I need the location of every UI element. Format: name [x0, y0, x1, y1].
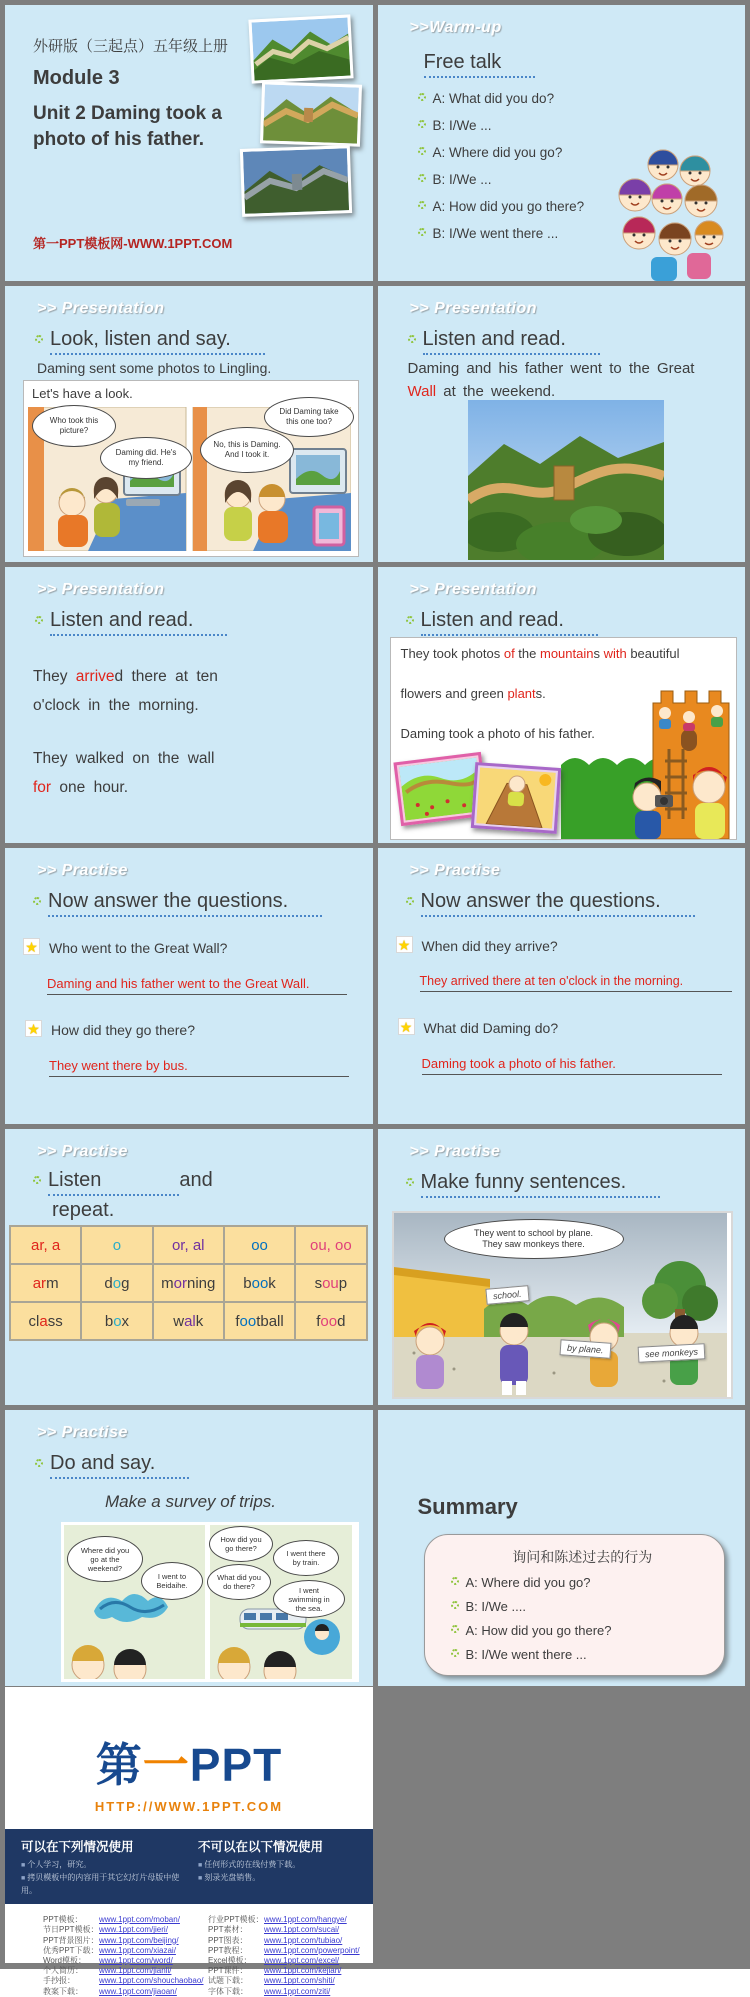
- section-banner: >> Practise: [409, 862, 501, 879]
- text-segment: arrive: [75, 668, 115, 685]
- star-icon: ★: [23, 938, 40, 955]
- text-segment: ss: [47, 1312, 63, 1330]
- text-segment: or: [173, 1274, 187, 1292]
- flower-bullet-icon: [408, 335, 416, 343]
- section-banner: >> Presentation: [37, 300, 165, 317]
- footer-link-row: [43, 1915, 208, 1925]
- word-sign: by plane.: [559, 1339, 611, 1358]
- activity-title: Listen and read.: [423, 328, 600, 355]
- summary-line: B: I/We ....: [465, 1599, 526, 1614]
- flower-bullet-icon: [35, 335, 43, 343]
- slide-2-warmup: [378, 5, 746, 281]
- slide-9-phonics: [5, 1129, 373, 1405]
- bubble-line: They saw monkeys there.: [482, 1239, 585, 1249]
- text-segment: or, al: [171, 1236, 205, 1254]
- text-segment: ou: [322, 1274, 339, 1292]
- sentence-line: [401, 646, 680, 661]
- footer-links-left: [43, 1915, 208, 1997]
- summary-heading: 询问和陈述过去的行为: [512, 1549, 653, 1565]
- text-segment: tball: [256, 1312, 284, 1330]
- flower-bullet-icon: [451, 1577, 459, 1585]
- footer-link-label: PPT课件：: [208, 1966, 248, 1976]
- sentence-line: [33, 745, 214, 774]
- footer-link-row: [208, 1925, 373, 1935]
- text-segment: ar, a: [31, 1236, 61, 1254]
- text-segment: b: [243, 1274, 252, 1292]
- summary-line: A: Where did you go?: [465, 1575, 591, 1590]
- sentence-line: [401, 686, 546, 701]
- forbidden-use-item: ■ 任何形式的在线付费下载。: [198, 1859, 361, 1872]
- dialog-line: B: I/We went there ...: [432, 226, 559, 241]
- star-icon: ★: [396, 936, 413, 953]
- dialog-line: B: I/We ...: [432, 118, 492, 133]
- phonics-cell: [11, 1303, 80, 1339]
- footer-link-label: 优秀PPT下载：: [43, 1945, 99, 1955]
- usage-terms-box: [5, 1829, 373, 1904]
- slide-4-listen-read-greatwall: [378, 286, 746, 562]
- forbidden-use-item: ■ 刻录光盘销售。: [198, 1872, 361, 1885]
- section-banner: >> Presentation: [409, 300, 538, 317]
- footer-link-row: [208, 1966, 373, 1976]
- question: Who went to the Great Wall?: [49, 940, 228, 956]
- speech-bubble: How did you go there?: [209, 1526, 273, 1562]
- text-segment: al: [184, 1312, 196, 1330]
- footer-link[interactable]: www.1ppt.com/shiti/: [264, 1976, 335, 1986]
- great-wall-photo-3: [240, 145, 352, 217]
- footer-link[interactable]: www.1ppt.com/kejian/: [264, 1966, 342, 1976]
- sentence-line: [33, 692, 218, 721]
- phonics-cell: [225, 1303, 294, 1339]
- question: What did Daming do?: [423, 1020, 559, 1036]
- allowed-uses-title: 可以在下列情况使用: [21, 1840, 134, 1854]
- text-segment: They: [33, 668, 76, 685]
- forbidden-uses: [198, 1837, 361, 1897]
- footer-panel: [5, 1687, 373, 1996]
- phonics-cell: [225, 1265, 294, 1301]
- reading-panel: [390, 637, 738, 840]
- sentence-line: [408, 358, 728, 381]
- slide-10-funny-sentences: [378, 1129, 746, 1405]
- cartoon-panel: [392, 1211, 734, 1399]
- phonics-cell: [82, 1265, 151, 1301]
- activity-title: Now answer the questions.: [421, 890, 695, 917]
- speech-bubble: I went there by train.: [273, 1540, 339, 1576]
- section-banner: >> Practise: [409, 1143, 501, 1160]
- footer-link[interactable]: www.1ppt.com/beijing/: [99, 1935, 179, 1945]
- footer-link-label: PPT图表：: [208, 1935, 248, 1945]
- phonics-cell: [82, 1227, 151, 1263]
- footer-link[interactable]: www.1ppt.com/word/: [99, 1956, 173, 1966]
- slide-6-listen-read-photos: [378, 567, 746, 843]
- footer-links: [5, 1915, 373, 1997]
- text-segment: oo: [239, 1312, 257, 1330]
- footer-link[interactable]: www.1ppt.com/hangye/: [264, 1915, 347, 1925]
- footer-link-label: 字体下载：: [208, 1986, 248, 1996]
- footer-link-label: 手抄报：: [43, 1976, 75, 1986]
- speech-bubble: Who took this picture?: [32, 405, 116, 447]
- footer-link-label: PPT模板：: [43, 1915, 83, 1925]
- sentence: [408, 358, 728, 403]
- summary-line: B: I/We went there ...: [465, 1647, 587, 1662]
- dialog-line: B: I/We ...: [432, 172, 492, 187]
- text-segment: d: [104, 1274, 113, 1292]
- footer-link-row: [208, 1946, 373, 1956]
- footer-link[interactable]: www.1ppt.com/shouchaobao/: [99, 1976, 204, 1986]
- answer: Daming and his father went to the Great Wall.: [47, 976, 347, 995]
- flower-bullet-icon: [418, 147, 426, 155]
- bubble-line: They went to school by plane.: [473, 1228, 594, 1239]
- text-segment: s: [314, 1274, 323, 1292]
- site-url[interactable]: HTTP://WWW.1PPT.COM: [94, 1799, 284, 1814]
- flower-bullet-icon: [418, 120, 426, 128]
- phonics-cell: [225, 1227, 294, 1263]
- text-segment: k: [268, 1274, 276, 1292]
- footer-link[interactable]: www.1ppt.com/jieri/: [99, 1925, 168, 1935]
- text-segment: flowers and green: [400, 686, 508, 701]
- footer-link-label: Word模板：: [43, 1956, 86, 1966]
- speech-bubble: What did you do there?: [207, 1564, 271, 1600]
- dialog-line: A: How did you go there?: [432, 199, 585, 214]
- phonics-cell: [296, 1265, 365, 1301]
- kids-group-illustration: [591, 133, 739, 281]
- footer-link-label: PPT素材：: [208, 1925, 248, 1935]
- flower-bullet-icon: [451, 1625, 459, 1633]
- flower-bullet-icon: [418, 174, 426, 182]
- text-segment: g: [121, 1274, 130, 1292]
- comic-caption: Let's have a look.: [32, 386, 133, 401]
- flower-bullet-icon: [35, 616, 43, 624]
- section-banner: >> Practise: [37, 1424, 128, 1441]
- flower-bullet-icon: [418, 201, 426, 209]
- flower-bullet-icon: [35, 1459, 43, 1467]
- footer: [0, 1686, 750, 1996]
- slide-7-questions: [5, 848, 373, 1124]
- allowed-use-item: ■ 个人学习，研究。: [21, 1859, 184, 1872]
- text-segment: d: [337, 1312, 346, 1330]
- flower-bullet-icon: [418, 93, 426, 101]
- footer-link-row: [43, 1925, 208, 1935]
- text-segment: beautiful: [626, 646, 680, 661]
- cartoon-photo-2: [470, 762, 560, 834]
- slide-11-do-and-say: [5, 1410, 373, 1686]
- footer-link[interactable]: www.1ppt.com/excel/: [264, 1956, 340, 1966]
- speech-bubble: I went to Beidaihe.: [141, 1562, 203, 1600]
- text-segment: b: [104, 1312, 114, 1330]
- speech-bubble: No, this is Daming. And I took it.: [200, 427, 294, 473]
- text-segment: f: [235, 1312, 240, 1330]
- slide-1-title: [5, 5, 373, 281]
- slide-12-summary: [378, 1410, 746, 1686]
- speech-bubble: Did Daming take this one too?: [264, 397, 354, 437]
- allowed-uses: [21, 1837, 184, 1897]
- footer-link[interactable]: www.1ppt.com/ziti/: [264, 1986, 331, 1996]
- footer-link[interactable]: www.1ppt.com/sucai/: [264, 1925, 340, 1935]
- slide-5-listen-read-arrived: [5, 567, 373, 843]
- forbidden-uses-title: 不可以在以下情况使用: [198, 1840, 324, 1854]
- answer: They went there by bus.: [49, 1058, 349, 1077]
- phonics-cell: [154, 1303, 223, 1339]
- summary-title: Summary: [417, 1494, 518, 1519]
- flower-bullet-icon: [418, 228, 426, 236]
- footer-link-row: [208, 1976, 373, 1986]
- text-segment: ar: [32, 1274, 47, 1292]
- sentence: [33, 663, 218, 720]
- activity-title: Listen and read.: [421, 609, 598, 636]
- text-segment: s: [593, 646, 604, 661]
- footer-link[interactable]: www.1ppt.com/tubiao/: [264, 1935, 343, 1945]
- footer-link-label: Excel模板：: [208, 1956, 252, 1966]
- section-banner: >> Practise: [37, 1143, 128, 1160]
- text-segment: m: [46, 1274, 59, 1292]
- word-sign: see monkeys: [637, 1343, 705, 1362]
- text-segment: o: [112, 1236, 122, 1254]
- speech-bubble: Where did you go at the weekend?: [67, 1536, 143, 1582]
- text-segment: o: [112, 1274, 122, 1292]
- text-segment: They took photos: [400, 646, 504, 661]
- phonics-cell: [11, 1227, 80, 1263]
- slide-3-look-listen-say: [5, 286, 373, 562]
- footer-link-label: 教案下载：: [43, 1986, 83, 1996]
- phonics-table: [9, 1225, 368, 1341]
- activity-title: Now answer the questions.: [48, 890, 322, 917]
- sentence-line: [33, 663, 218, 692]
- text-segment: a: [39, 1312, 48, 1330]
- text-segment: o: [113, 1312, 122, 1330]
- text-segment: oo: [251, 1274, 269, 1292]
- great-wall-photo-large: [468, 400, 664, 560]
- module-title: Module 3: [33, 67, 120, 89]
- logo-char-yi: 一: [142, 1739, 190, 1791]
- slide-8-questions: [378, 848, 746, 1124]
- logo-char-di: 第: [95, 1739, 143, 1791]
- text-segment: oo: [251, 1236, 268, 1254]
- unit-title-line1: Unit 2 Daming took a: [33, 103, 222, 124]
- footer-link-row: [43, 1946, 208, 1956]
- survey-cartoon-panel: [61, 1522, 359, 1682]
- watermark-site-text: 第一PPT模板网-WWW.1PPT.COM: [33, 236, 233, 251]
- text-segment: o'clock in the morning.: [33, 696, 199, 714]
- footer-link-row: [208, 1936, 373, 1946]
- text-segment: d there at ten: [114, 668, 218, 685]
- flower-bullet-icon: [451, 1649, 459, 1657]
- text-segment: with: [603, 646, 627, 661]
- footer-link-row: [43, 1976, 208, 1986]
- activity-title-word3: repeat.: [52, 1199, 115, 1221]
- activity-title: Do and say.: [50, 1452, 189, 1479]
- great-wall-photo-2: [260, 81, 362, 146]
- text-segment: Daming took a photo of his father.: [400, 726, 595, 741]
- text-segment: s.: [535, 686, 546, 701]
- text-segment: at the weekend.: [436, 382, 556, 400]
- activity-title: Listen and read.: [50, 609, 227, 636]
- footer-link[interactable]: www.1ppt.com/moban/: [99, 1915, 180, 1925]
- text-segment: ou, oo: [309, 1236, 352, 1254]
- dialog-line: A: Where did you go?: [432, 145, 563, 160]
- section-banner: >> Practise: [37, 862, 128, 879]
- activity-title: Look, listen and say.: [50, 328, 265, 355]
- text-segment: for: [33, 778, 52, 796]
- activity-title-word1: Listen: [48, 1169, 179, 1196]
- survey-subtitle: Make a survey of trips.: [105, 1492, 277, 1511]
- footer-link-label: 节日PPT模板：: [43, 1925, 99, 1935]
- footer-link[interactable]: www.1ppt.com/powerpoint/: [264, 1945, 360, 1955]
- text-segment: They walked on the wall: [33, 750, 215, 767]
- great-wall-cartoon: [561, 669, 736, 839]
- section-banner: >> Presentation: [37, 581, 165, 598]
- footer-link-row: [208, 1956, 373, 1966]
- text-segment: oo: [320, 1312, 338, 1330]
- text-segment: k: [195, 1312, 204, 1330]
- allowed-use-item: ■ 拷贝模板中的内容用于其它幻灯片母版中使用。: [21, 1872, 184, 1897]
- text-segment: Wall: [407, 382, 437, 400]
- activity-title: Free talk: [424, 51, 536, 78]
- text-segment: m: [161, 1274, 174, 1292]
- text-segment: plant: [507, 686, 536, 701]
- section-banner: >> Presentation: [409, 581, 538, 598]
- phonics-cell: [11, 1265, 80, 1301]
- great-wall-photo-1: [248, 14, 353, 83]
- footer-link-label: 行业PPT模板：: [208, 1915, 264, 1925]
- footer-link-label: 个人简历：: [43, 1966, 83, 1976]
- footer-link-row: [208, 1915, 373, 1925]
- footer-link-row: [43, 1987, 208, 1997]
- flower-bullet-icon: [33, 897, 41, 905]
- word-sign: school.: [485, 1285, 529, 1305]
- footer-link-row: [43, 1956, 208, 1966]
- activity-title-word2: and: [179, 1169, 213, 1191]
- text-segment: of: [503, 646, 515, 661]
- flower-bullet-icon: [406, 616, 414, 624]
- speech-bubble: I went swimming in the sea.: [273, 1580, 345, 1618]
- unit-title-line2: photo of his father.: [33, 129, 204, 150]
- phonics-cell: [296, 1227, 365, 1263]
- text-segment: Daming and his father went to the Great: [407, 360, 695, 377]
- footer-link-row: [43, 1966, 208, 1976]
- summary-line: A: How did you go there?: [465, 1623, 612, 1638]
- dialog-line: A: What did you do?: [432, 91, 555, 106]
- phonics-cell: [82, 1303, 151, 1339]
- phonics-cell: [154, 1265, 223, 1301]
- footer-link-label: 试题下载：: [208, 1976, 248, 1986]
- subtitle: Daming sent some photos to Lingling.: [37, 360, 272, 376]
- footer-link-label: PPT教程：: [208, 1945, 248, 1955]
- text-segment: w: [173, 1312, 185, 1330]
- footer-link[interactable]: www.1ppt.com/xiazai/: [99, 1945, 176, 1955]
- phonics-cell: [296, 1303, 365, 1339]
- text-segment: p: [338, 1274, 348, 1292]
- flower-bullet-icon: [451, 1601, 459, 1609]
- footer-link[interactable]: www.1ppt.com/jianli/: [99, 1966, 172, 1976]
- speech-bubble: Daming did. He's my friend.: [100, 437, 192, 479]
- footer-link[interactable]: www.1ppt.com/jiaoan/: [99, 1986, 177, 1996]
- site-logo: [5, 1729, 373, 1795]
- answer: They arrived there at ten o'clock in the morning.: [420, 974, 732, 992]
- flower-bullet-icon: [406, 897, 414, 905]
- flower-bullet-icon: [33, 1176, 41, 1184]
- text-segment: f: [316, 1312, 321, 1330]
- text-segment: one hour.: [51, 778, 129, 796]
- star-icon: ★: [398, 1018, 415, 1035]
- footer-link-label: PPT背景图片：: [43, 1935, 99, 1945]
- comic-panel: [23, 380, 359, 557]
- footer-link-row: [208, 1987, 373, 1997]
- text-segment: cl: [28, 1312, 40, 1330]
- edition-label: 外研版（三起点）五年级上册: [33, 38, 229, 55]
- logo-char-ppt: PPT: [189, 1739, 283, 1791]
- sentence-line: [401, 726, 595, 741]
- speech-bubble: [444, 1219, 624, 1259]
- question: How did they go there?: [51, 1022, 195, 1038]
- sentence-line: [33, 774, 214, 803]
- question: When did they arrive?: [421, 938, 558, 954]
- flower-bullet-icon: [406, 1178, 414, 1186]
- answer: Daming took a photo of his father.: [422, 1056, 722, 1075]
- section-banner: >>Warm-up: [409, 19, 502, 36]
- footer-link-row: [43, 1936, 208, 1946]
- text-segment: mountain: [539, 646, 594, 661]
- sentence: [33, 745, 214, 802]
- activity-title: Make funny sentences.: [421, 1171, 661, 1198]
- text-segment: ning: [186, 1274, 216, 1292]
- star-icon: ★: [25, 1020, 42, 1037]
- text-segment: the: [514, 646, 540, 661]
- phonics-cell: [154, 1227, 223, 1263]
- footer-links-right: [208, 1915, 373, 1997]
- text-segment: x: [121, 1312, 130, 1330]
- summary-box: [424, 1534, 726, 1676]
